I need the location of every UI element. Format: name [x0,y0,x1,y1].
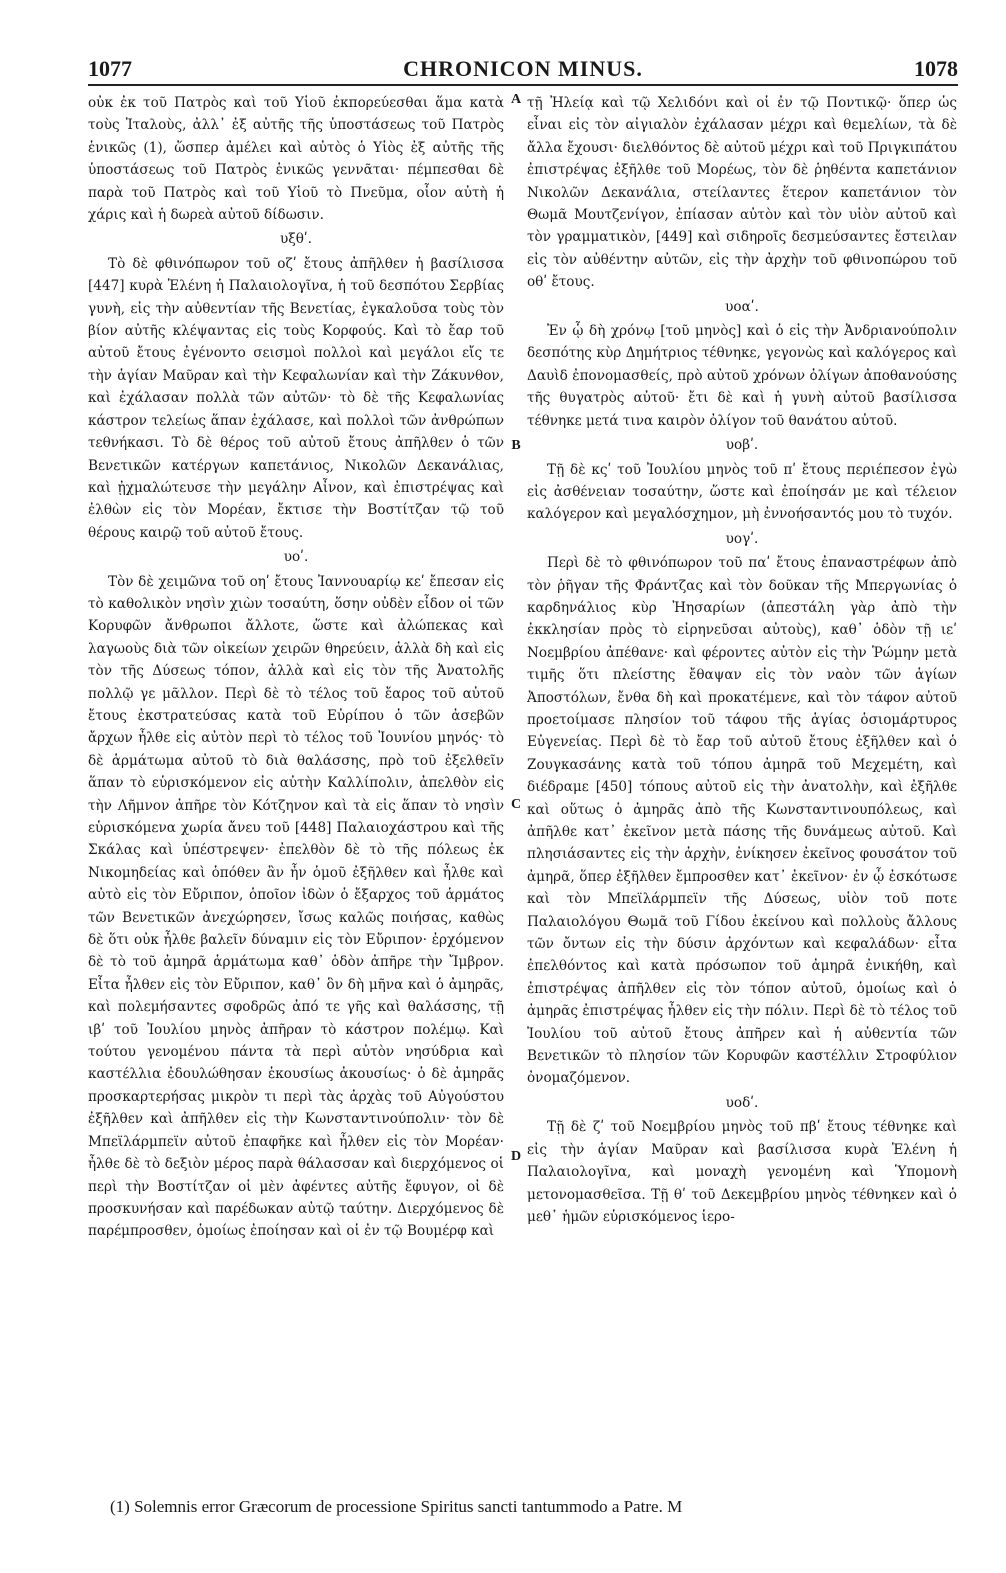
page-number-left: 1077 [88,56,132,81]
margin-marker-d: D [510,1149,522,1164]
right-column [527,92,957,1472]
page-number-right: 1078 [914,56,958,81]
paragraph: Ἐν ᾧ δὴ χρόνῳ [τοῦ μηνὸς] καὶ ὁ εἰς τὴν Ἀνδριανούπολιν δεσπότης κὺρ Δημήτριος τέθνηκε, γεγονὼς καὶ καλόγερος καὶ Δαυὶδ ἐπονομασθείς, πρὸ αὐτοῦ χρόνων ὀλίγων ἀποθανούσης τῆς θυγατρὸς αὐτοῦ· ἔτι δὲ καὶ ἡ γυνὴ αὐτοῦ βασίλισσα τέθνηκε μετά τινα καιρὸν ὀλίγον τοῦ θανάτου αὐτοῦ. [527,323,957,429]
paragraph: Τῇ δὲ ζʹ τοῦ Νοεμβρίου μηνὸς τοῦ πβʹ ἔτους τέθνηκε καὶ εἰς τὴν ἁγίαν Μαῦραν καὶ βασίλισσα κυρὰ Ἑλένη ἡ Παλαιολογῖνα, καὶ μοναχὴ γενομένη καὶ Ὑπομονὴ μετονομασθεῖσα. Τῇ θʹ τοῦ Δεκεμβρίου μηνὸς τέθνηκεν καὶ ὁ μεθ᾽ ἡμῶν εὑρισκόμενος ἱερο- [527,1119,957,1225]
paragraph: Περὶ δὲ τὸ φθινόπωρον τοῦ παʹ ἔτους ἐπαναστρέφων ἀπὸ τὸν ῥῆγαν τῆς Φράντζας καὶ τὸν δοῦκαν τῆς Μπεργωνίας ὁ καρδηνάλιος κὺρ Ἠησαρίων (ἀπεστάλη γὰρ ἀπὸ τὴν ἐκκλησίαν πρὸς τὸ εἰρηνεῦσαι αὐτοὺς), καθ᾽ ὁδὸν τῇ ιεʹ Νοεμβρίου ἀπέθανε· καὶ φέροντες αὐτὸν εἰς τὴν Ῥώμην μετὰ τιμῆς ὅτι πλείστης ἔθαψαν εἰς τὸν ναὸν τῶν ἁγίων Ἀποστόλων, ἔνθα δὴ καὶ προκατέμενε, καὶ τὸν τάφον αὐτοῦ προετοίμασε πλησίον τοῦ τάφου τῆς ἁγίας ὁσιομάρτυρος Εὐγενείας. Περὶ δὲ τὸ ἔαρ τοῦ αὐτοῦ ἔτους ἐξῆλθεν καὶ ὁ Ζουγκασάνης κατὰ τοῦ τόπου ἀμηρᾶ τοῦ Μεχεμέτη, καὶ διέδραμε [450] τόπους αὐτοῦ εἰς τὴν ἀνατολὴν, καὶ ἐξῆλθε καὶ οὕτως ὁ ἀμηρᾶς ἀπὸ τῆς Κωνσταντινουπόλεως, καὶ ἀπῆλθε κατ᾽ ἐκεῖνον μετὰ πάσης τῆς δυνάμεως αὐτοῦ. Καὶ πλησιάσαντες εἰς τὴν ἀρχὴν, ἐνίκησεν ἐκεῖνος φουσάτον τοῦ ἀμηρᾶ, ὅπερ ἐξῆλθεν ἔμπροσθεν κατ᾽ ἐκεῖνον· ἐν ᾧ ἐσκότωσε καὶ τὸν Μπεϊλάρμπεϊν τῆς Δύσεως, υἱὸν τοῦ ποτε Παλαιολόγου Θωμᾶ τοῦ Γίδου ἐκείνου καὶ πολλοὺς ἄλλους τῶν ὄντων εἰς τὴν δύσιν ἀρχόντων καὶ κεφαλάδων· εἶτα ἐπελθόντος καὶ κατὰ πρόσωπον τοῦ ἀμηρᾶ ἐνικήθη, καὶ ἐπιστρέψας ἀπῆλθεν εἰς τὸν τόπον αὐτοῦ, ὁμοίως καὶ ὁ ἀμηρᾶς ἐπιστρέψας ἦλθεν εἰς τὴν πόλιν. Περὶ δὲ τὸ τέλος τοῦ Ἰουλίου τοῦ αὐτοῦ ἔτους ἀπῆρεν καὶ ἡ αὐθεντία τῶν Βενετικῶν τὸ πλησίον τῶν Κορυφῶν καστέλλιν Στροφύλιον ὀνομαζόμενον. [527,555,957,1087]
left-column [88,92,504,1472]
section-number: υοβʹ. [725,437,759,454]
section-number: υοαʹ. [725,298,759,315]
margin-marker-c: C [510,797,522,812]
margin-marker-b: B [511,438,521,453]
margin-marker-a: A [510,92,522,107]
paragraph: οὐκ ἐκ τοῦ Πατρὸς καὶ τοῦ Υἱοῦ ἐκπορεύεσθαι ἅμα κατὰ τοὺς Ἰταλοὺς, ἀλλ᾽ ἐξ αὐτῆς τῆς ὑποστάσεως τοῦ Πατρὸς ἑνικῶς (1), ὥσπερ ἀμέλει καὶ αὐτὸς ὁ Υἱὸς ἐξ αὐτῆς τῆς ὑποστάσεως τοῦ Πατρὸς ἑνικῶς γεννᾶται· πέμπεσθαι δὲ παρὰ τοῦ Πατρὸς καὶ τοῦ Υἱοῦ τὸ Πνεῦμα, οἷον αὐτὴ ἡ χάρις καὶ ἡ δωρεὰ αὐτοῦ δίδωσιν. [88,95,504,224]
running-title: CHRONICON MINUS. [403,56,643,81]
section-number: υοʹ. [283,549,309,566]
section-number: υοδʹ. [725,1094,759,1111]
section-number: υξθʹ. [279,231,313,248]
header-rule [88,84,958,86]
paragraph: Τῇ δὲ κςʹ τοῦ Ἰουλίου μηνὸς τοῦ πʹ ἔτους περιέπεσον ἐγὼ εἰς ἀσθένειαν τοσαύτην, ὥστε καὶ ἐποίησάν με καὶ τέλειον καλόγερον καὶ μεγαλόσχημον, μὴ ἐννοήσαντός μου τὸ τυχόν. [527,461,957,523]
footnote: (1) Solemnis error Græcorum de processione Spiritus sancti tantummodo a Patre. M [110,1497,683,1516]
paragraph: τῇ Ἠλείᾳ καὶ τῷ Χελιδόνι καὶ οἱ ἐν τῷ Ποντικῷ· ὅπερ ὡς εἶναι εἰς τὸν αἰγιαλὸν ἐχάλασαν μέχρι καὶ θεμελίων, τὰ δὲ ἄλλα ἔχουσι· διελθόντος δὲ αὐτοῦ μέχρι καὶ τοῦ Πριγκιπάτου ἐπιστρέψας ἐξῆλθε τοῦ Μορέως, τὸν δὲ ῥηθέντα καπετάνιον Νικολῶν Δεκανάλια, στείλαντες ἕτερον καπετάνιον τὸν Θωμᾶ Μουτζενίγον, ἐπίασαν αὐτὸν καὶ τὸν υἱὸν αὐτοῦ καὶ τὸν γραμματικὸν, [449] καὶ σιδηροῖς δεσμεύσαντες ἔστειλαν εἰς τὸν αὐθέντην αὐτῶν, εἰς τὴν ἀρχὴν τοῦ φθινοπώρου τοῦ οθʹ ἔτους. [527,95,957,291]
section-number: υογʹ. [725,530,759,547]
paragraph: Τὸν δὲ χειμῶνα τοῦ οηʹ ἔτους Ἰαννουαρίῳ κεʹ ἔπεσαν εἰς τὸ καθολικὸν νησὶν χιὼν τοσαύτη, ὅσην οὐδὲν εἶδον οἱ τῶν Κορυφῶν ἄνθρωποι ἄλλοτε, ὥστε καὶ ἀλώπεκας καὶ λαγωοὺς διὰ τῶν οἰκείων χειρῶν θηρεύειν, ἀλλὰ δὴ καὶ εἰς τὸν τῆς Δύσεως τόπον, ἀλλὰ καὶ εἰς τὸν τῆς Ἀνατολῆς πολλῷ γε μᾶλλον. Περὶ δὲ τὸ τέλος τοῦ ἔαρος τοῦ αὐτοῦ ἔτους ἐκστρατεύσας κατὰ τοῦ Εὐρίπου ὁ τῶν ἀσεβῶν ἄρχων ἦλθε εἰς αὐτὸν περὶ τὸ τέλος τοῦ Ἰουνίου μηνός· τὸ δὲ ἁρμάτωμα αὐτοῦ τὸ διὰ θαλάσσης, πρὸ τοῦ ἐξελθεῖν ἅπαν τὸ εὑρισκόμενον εἰς αὐτὴν Καλλίπολιν, ἀπελθὸν εἰς τὴν Λῆμνον ἀπῆρε τὸν Κότζηνον καὶ τὰ εἰς ἅπαν τὸ νησὶν εὑρισκόμενα χωρία ἄνευ τοῦ [448] Παλαιοχάστρου καὶ τῆς Σκάλας καὶ ὑπέστρεψεν· ἐπελθὸν δὲ τὸ τῆς πόλεως ἐκ Νικομηδείας καὶ ὁπόθεν ἂν ἦν ὁμοῦ ἐξῆλθεν καὶ ἦλθε καὶ αὐτὸ εἰς τὸν Εὔριπον, ὁποῖον ἰδὼν ὁ ἔξαρχος τοῦ ἁρμάτος τῶν Βενετικῶν ἀνεχώρησεν, ἴσως καλῶς ποιήσας, καθὼς δὲ ὅτι οὐκ ἦλθε βαλεῖν δύναμιν εἰς τὸν Εὔριπον· ἐρχόμενον δὲ τὸ τοῦ ἀμηρᾶ ἁρμάτωμα καθ᾽ ὁδὸν ἀπῆρε τὴν Ἴμβρον. Εἶτα ἦλθεν εἰς τὸν Εὔριπον, καθ᾽ ὃν δὴ μῆνα καὶ ὁ ἀμηρᾶς, καὶ πολεμήσαντες σφοδρῶς ἀπό τε γῆς καὶ θαλάσσης, τῇ ιβʹ τοῦ Ἰουλίου μηνὸς ἀπῆραν τὸ κάστρον πολέμῳ. Καὶ τούτου γενομένου πάντα τὰ περὶ αὐτὸν νησύδρια καὶ καστέλλια ἐδουλώθησαν ἑκουσίως ἀκουσίως· ὁ δὲ ἀμηρᾶς προσκαρτερήσας μικρὸν τι περὶ τὰς ἀρχὰς τοῦ Αὐγούστου ἐξῆλθεν καὶ ἀπῆλθεν εἰς τὴν Κωνσταντινούπολιν· τὸν δὲ Μπεϊλάρμπεϊν αὐτοῦ ἐπαφῆκε καὶ ἦλθεν εἰς τὸν Μορέαν· ἦλθε δὲ τὸ δεξιὸν μέρος παρὰ θάλασσαν καὶ διερχόμενος οἱ περὶ τὴν Βοστίτζαν οἱ μὲν ἀφέντες αὐτῆς ἔφυγον, οἱ δὲ προσκυνήσαν καὶ παρέδωκαν αὐτῷ ταύτην. Διερχόμενος δὲ παρέμπροσθεν, ὁμοίως ἐποίησαν καὶ οἱ ἐν τῷ Βουμέρφ καὶ [88,573,504,1240]
page-header [88,56,958,84]
paragraph: Τὸ δὲ φθινόπωρον τοῦ οζʹ ἔτους ἀπῆλθεν ἡ βασίλισσα [447] κυρὰ Ἑλένη ἡ Παλαιολογῖνα, ἡ τοῦ δεσπότου Σερβίας γυνὴ, εἰς τὴν αὐθεντίαν τῆς Βενετίας, ἐγκαλοῦσα τοὺς τὸν βίον αὐτῆς κλέψαντας εἰς τοὺς Κορφούς. Καὶ τὸ ἔαρ τοῦ αὐτοῦ ἔτους ἐγένοντο σεισμοὶ πολλοὶ καὶ μεγάλοι εἴς τε τὴν ἁγίαν Μαῦραν καὶ τὴν Κεφαλωνίαν καὶ τὴν Ζάκυνθον, καὶ ἐχάλασαν πολλὰ τῶν αὐτῶν· τὸ δὲ τῆς Κεφαλωνίας κάστρον τελείως ἅπαν ἐχάλασε, καὶ πολλοὶ τῶν ἀνθρώπων τεθνήκασι. Τὸ δὲ θέρος τοῦ αὐτοῦ ἔτους ἀπῆλθεν ὁ τῶν Βενετικῶν κατέργων καπετάνιος, Νικολῶν Δεκανάλιας, καὶ ᾐχμαλώτευσε τὴν μεγάλην Αἶνον, καὶ ἐπιστρέψας καὶ ἐλθὼν εἰς τὸν Μορέαν, ἔκτισε τὴν Βοστίτζαν τῷ τοῦ θέρους καιρῷ τοῦ αὐτοῦ ἔτους. [88,255,504,541]
